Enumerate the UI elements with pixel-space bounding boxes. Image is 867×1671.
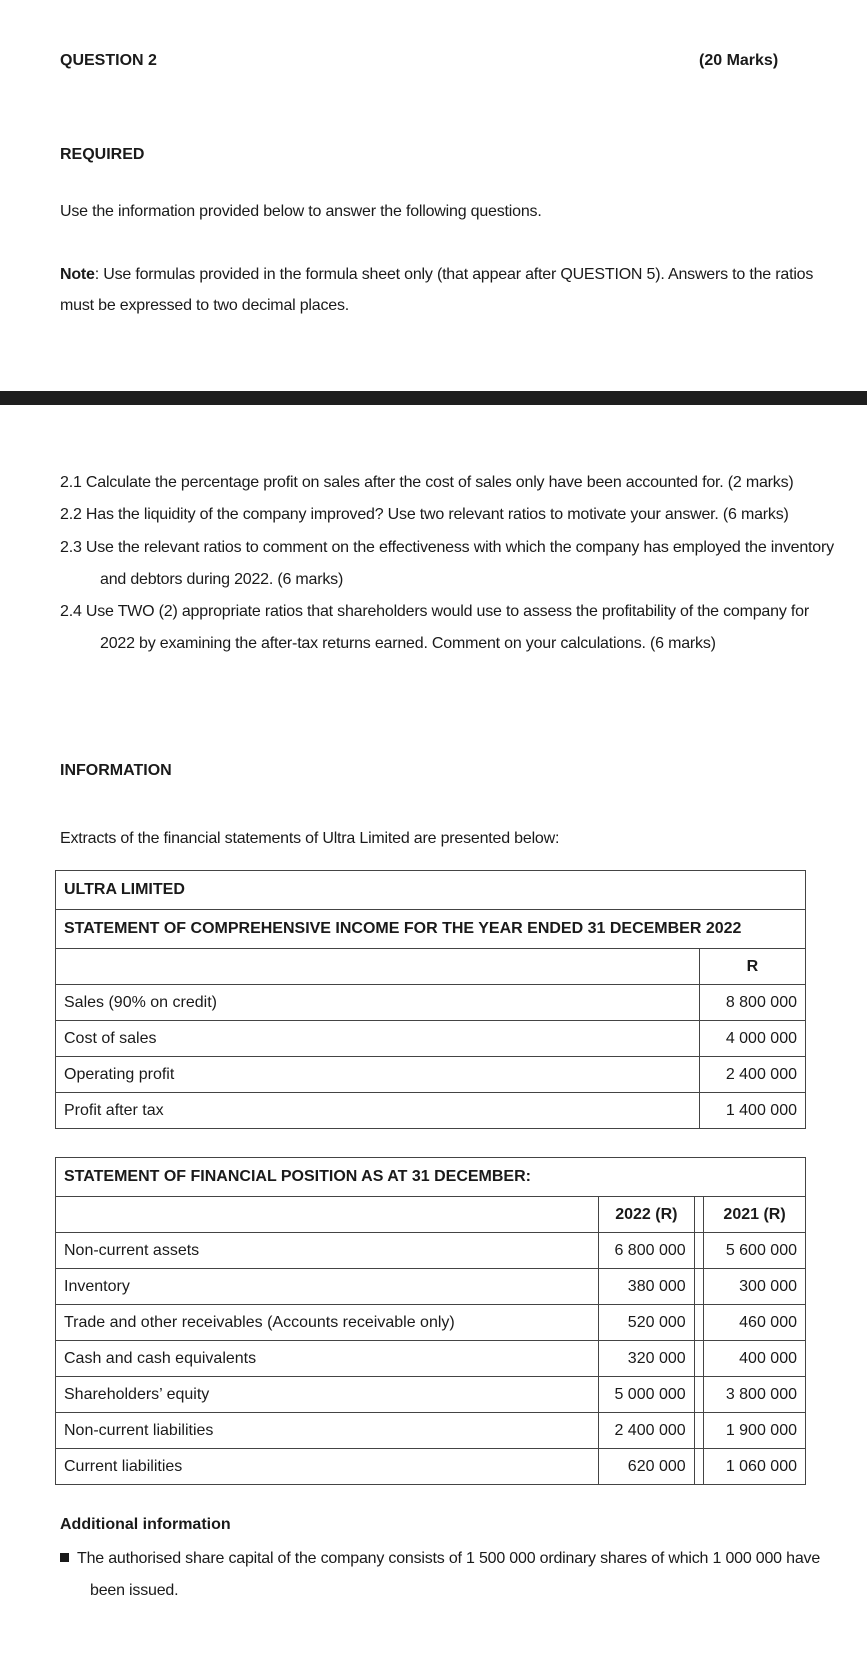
company-name: ULTRA LIMITED <box>56 871 806 910</box>
row-label: Profit after tax <box>56 1093 700 1129</box>
question-2-1: 2.1 Calculate the percentage profit on sales after the cost of sales only have been accounted for. (2 marks) <box>60 474 794 491</box>
table-row <box>56 1093 806 1129</box>
column-gap <box>694 1305 703 1341</box>
information-intro: Extracts of the financial statements of Ultra Limited are presented below: <box>60 830 560 847</box>
value-2021: 1 060 000 <box>704 1449 806 1485</box>
value-2021: 5 600 000 <box>704 1233 806 1269</box>
column-gap <box>694 1269 703 1305</box>
column-gap <box>694 1413 703 1449</box>
table-row <box>56 1341 806 1377</box>
section-divider <box>0 391 867 405</box>
required-intro: Use the information provided below to answer the following questions. <box>60 203 542 220</box>
value-2022: 5 000 000 <box>599 1377 695 1413</box>
row-label: Current liabilities <box>56 1449 599 1485</box>
income-header-row <box>56 949 806 985</box>
table-row <box>56 1305 806 1341</box>
row-label: Sales (90% on credit) <box>56 985 700 1021</box>
value-2022: 380 000 <box>599 1269 695 1305</box>
marks-label: (20 Marks) <box>699 52 779 69</box>
column-gap <box>694 1233 703 1269</box>
financial-position-title: STATEMENT OF FINANCIAL POSITION AS AT 31 DECEMBER: <box>56 1158 806 1197</box>
sfp-header-row <box>56 1197 806 1233</box>
question-2-2: 2.2 Has the liquidity of the company improved? Use two relevant ratios to motivate your answer. (6 marks) <box>60 506 789 523</box>
additional-info-heading: Additional information <box>60 1516 231 1533</box>
income-statement-table <box>55 870 806 1129</box>
table-row <box>56 1269 806 1305</box>
row-label: Cost of sales <box>56 1021 700 1057</box>
question-title: QUESTION 2 <box>60 52 157 69</box>
value-2021: 3 800 000 <box>704 1377 806 1413</box>
column-gap <box>694 1377 703 1413</box>
value-2021: 460 000 <box>704 1305 806 1341</box>
value-2022: 320 000 <box>599 1341 695 1377</box>
question-2-4-line-1: 2.4 Use TWO (2) appropriate ratios that shareholders would use to assess the profitability of the company for <box>60 603 809 620</box>
row-label: Non-current liabilities <box>56 1413 599 1449</box>
column-gap <box>694 1341 703 1377</box>
note-line-2: must be expressed to two decimal places. <box>60 297 350 314</box>
income-column-header: R <box>699 949 805 985</box>
row-value: 1 400 000 <box>699 1093 805 1129</box>
value-2022: 2 400 000 <box>599 1413 695 1449</box>
row-label: Trade and other receivables (Accounts receivable only) <box>56 1305 599 1341</box>
column-gap <box>694 1197 703 1233</box>
bullet-text: The authorised share capital of the company consists of 1 500 000 ordinary shares of which 1 000 000 have <box>77 1550 821 1567</box>
value-2022: 520 000 <box>599 1305 695 1341</box>
value-2021: 400 000 <box>704 1341 806 1377</box>
question-2-3-line-2: and debtors during 2022. (6 marks) <box>100 571 344 588</box>
sfp-header-blank <box>56 1197 599 1233</box>
row-label: Shareholders’ equity <box>56 1377 599 1413</box>
row-label: Non-current assets <box>56 1233 599 1269</box>
row-label: Operating profit <box>56 1057 700 1093</box>
value-2022: 6 800 000 <box>599 1233 695 1269</box>
additional-bullet-line-2: been issued. <box>90 1582 179 1599</box>
value-2021: 300 000 <box>704 1269 806 1305</box>
table-row <box>56 1057 806 1093</box>
note-line-1 <box>60 265 813 284</box>
note-text: : Use formulas provided in the formula sheet only (that appear after QUESTION 5). Answers to the ratios <box>94 266 814 283</box>
table-row <box>56 1413 806 1449</box>
question-2-3-line-1: 2.3 Use the relevant ratios to comment on the effectiveness with which the company has employed the inventory <box>60 539 834 556</box>
table-row <box>56 1449 806 1485</box>
table-row <box>56 1021 806 1057</box>
additional-bullet-line-1 <box>60 1549 820 1568</box>
row-label: Cash and cash equivalents <box>56 1341 599 1377</box>
question-2-4-line-2: 2022 by examining the after-tax returns earned. Comment on your calculations. (6 marks) <box>100 635 716 652</box>
sfp-title-row <box>56 1158 806 1197</box>
column-gap <box>694 1449 703 1485</box>
required-heading: REQUIRED <box>60 146 145 163</box>
row-value: 2 400 000 <box>699 1057 805 1093</box>
table-row <box>56 1377 806 1413</box>
income-company-row <box>56 871 806 910</box>
row-value: 4 000 000 <box>699 1021 805 1057</box>
value-2022: 620 000 <box>599 1449 695 1485</box>
note-label: Note <box>60 266 95 283</box>
square-bullet-icon <box>60 1553 69 1562</box>
row-label: Inventory <box>56 1269 599 1305</box>
income-title-row <box>56 910 806 949</box>
income-header-blank <box>56 949 700 985</box>
table-row <box>56 1233 806 1269</box>
income-statement-title: STATEMENT OF COMPREHENSIVE INCOME FOR THE YEAR ENDED 31 DECEMBER 2022 <box>56 910 806 949</box>
value-2021: 1 900 000 <box>704 1413 806 1449</box>
financial-position-table <box>55 1157 806 1485</box>
column-header-2021: 2021 (R) <box>704 1197 806 1233</box>
column-header-2022: 2022 (R) <box>599 1197 695 1233</box>
row-value: 8 800 000 <box>699 985 805 1021</box>
table-row <box>56 985 806 1021</box>
information-heading: INFORMATION <box>60 762 172 779</box>
